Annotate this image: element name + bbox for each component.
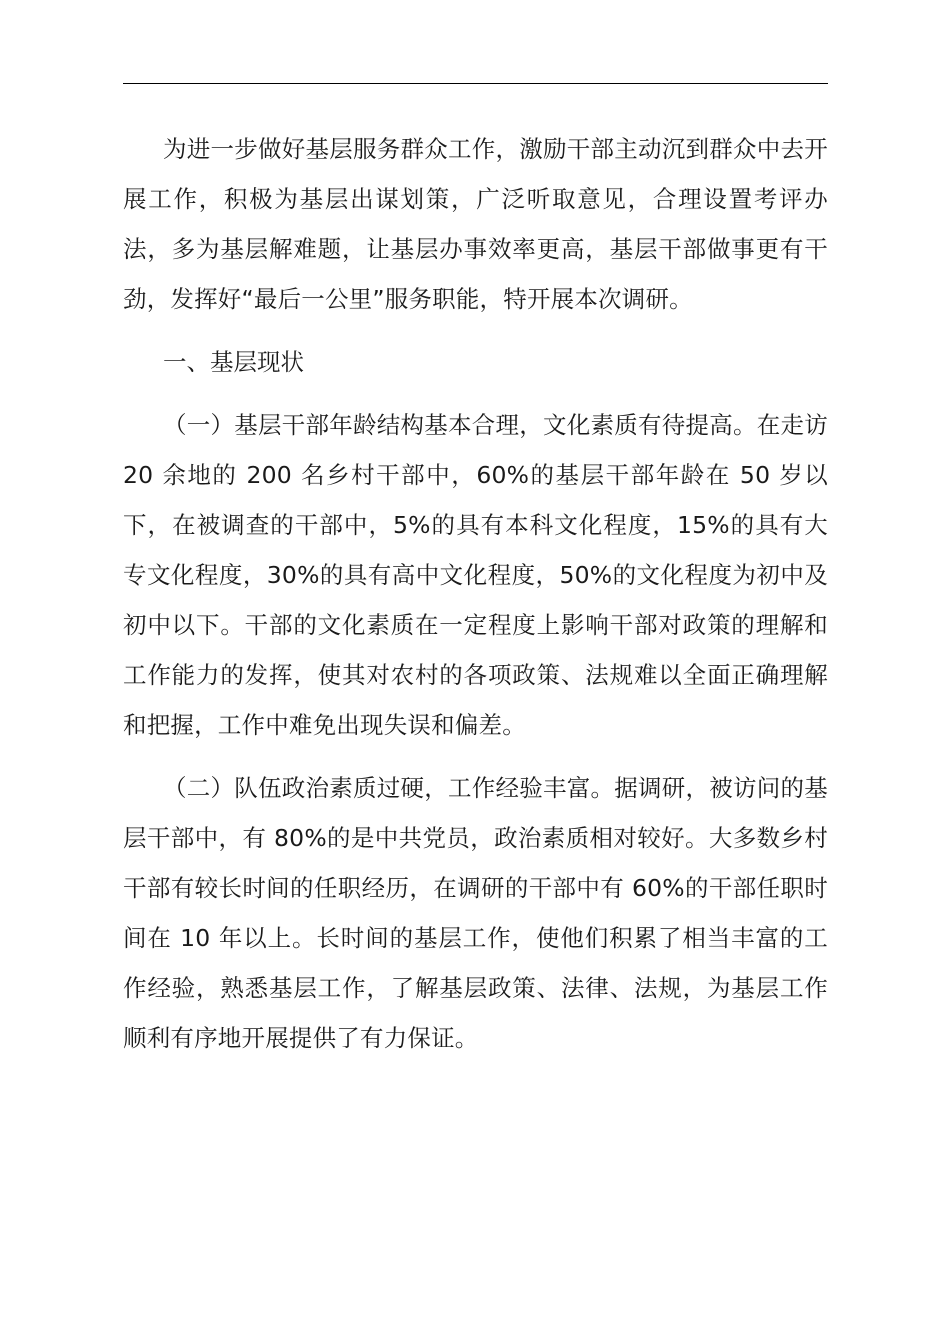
section-heading: 一、基层现状 [163,348,304,376]
intro-paragraph: 为进一步做好基层服务群众工作，激励干部主动沉到群众中去开展工作，积极为基层出谋划策，广泛听取意见，合理设置考评办法，多为基层解难题，让基层办事效率更高，基层干部做事更有干劲，发挥好“最后一公里”服务职能，特开展本次调研。 [123,135,828,313]
paragraph-age-structure: （一）基层干部年龄结构基本合理，文化素质有待提高。在走访 20 余地的 200 名乡村干部中，60%的基层干部年龄在 50 岁以下，在被调查的干部中，5%的具有本科文化程度，15%的具有大专文化程度，30%的具有高中文化程度，50%的文化程度为初中及初中以下。干部的文化素质在一定程度上影响干部对政策的理解和工作能力的发挥，使其对农村的各项政策、法规难以全面正确理解和把握，工作中难免出现失误和偏差。 [123,411,828,739]
header-divider [123,83,828,84]
document-body [123,124,828,1063]
paragraph-political-quality: （二）队伍政治素质过硬，工作经验丰富。据调研，被访问的基层干部中，有 80%的是中共党员，政治素质相对较好。大多数乡村干部有较长时间的任职经历，在调研的干部中有 60%的干部任职时间在 10 年以上。长时间的基层工作，使他们积累了相当丰富的工作经验，熟悉基层工作，了解基层政策、法律、法规，为基层工作顺利有序地开展提供了有力保证。 [123,774,828,1052]
